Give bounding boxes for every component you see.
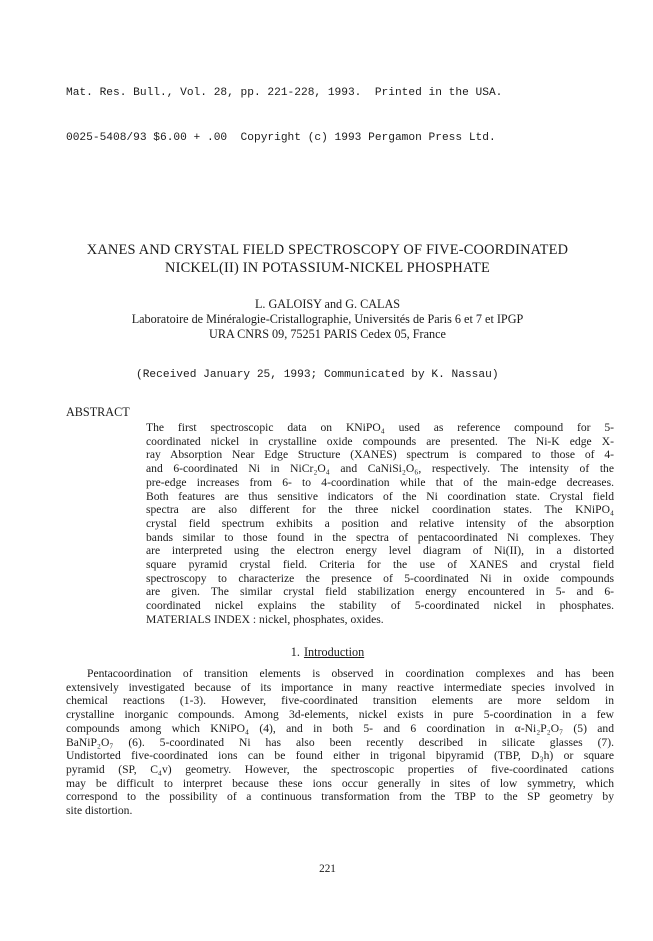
- materials-index: MATERIALS INDEX : nickel, phosphates, oxides.: [146, 612, 384, 626]
- abstract-line: The first spectroscopic data on KNiPO₄ used as reference compound for 5-: [146, 421, 614, 434]
- body-line: Pentacoordination of transition elements is observed in coordination complexes and has been: [87, 667, 614, 680]
- affiliation-line-2: URA CNRS 09, 75251 PARIS Cedex 05, France: [209, 327, 446, 341]
- section-number: 1.: [290, 645, 300, 659]
- body-line: crystalline inorganic compounds. Among 3d-elements, nickel exists in pure 5-coordination in a few: [66, 708, 614, 722]
- abstract-line: coordinated nickel explains the stability of 5-coordinated nickel in phosphates.: [146, 599, 614, 613]
- header-copyright-line: 0025-5408/93 $6.00 + .00 Copyright (c) 1993 Pergamon Press Ltd.: [66, 132, 496, 144]
- received-note: (Received January 25, 1993; Communicated by K. Nassau): [136, 369, 499, 381]
- abstract-line: square pyramid crystal field. Criteria for the use of XANES and crystal field: [146, 558, 614, 572]
- section-title: Introduction: [303, 645, 365, 659]
- body-line: correspond to the possibility of a continuous transformation from the TBP to the SP geometry by: [66, 790, 614, 804]
- abstract-line: crystal field spectrum exhibits a position and relative intensity of the absorption: [146, 516, 614, 530]
- abstract-line: and 6-coordinated Ni in NiCr₂O₄ and CaNiSi₂O₆, respectively. The intensity of the: [146, 462, 614, 476]
- author-names: L. GALOISY and G. CALAS: [254, 297, 401, 311]
- introduction-paragraph: [66, 667, 614, 818]
- abstract-line: bands similar to those found in the spectra of pentacoordinated Ni complexes. They: [146, 530, 614, 544]
- body-line: extensively investigated because of its importance in many reactive intermediate species involved in: [66, 680, 614, 694]
- abstract-line: are given. The similar crystal field stabilization energy encountered in 5- and 6-: [146, 585, 614, 599]
- body-line: pyramid (SP, C₄v) geometry. However, the spectroscopic properties of five-coordinated cations: [66, 762, 614, 776]
- title-line-2: NICKEL(II) IN POTASSIUM-NICKEL PHOSPHATE: [165, 260, 490, 276]
- author-block: [40, 297, 615, 342]
- paper-title: [40, 241, 615, 277]
- abstract-line: are interpreted using the electron energy level diagram of Ni(II), in a distorted: [146, 544, 614, 558]
- body-line: Undistorted five-coordinated ions can be found either in trigonal bipyramid (TBP, D₃h) or square: [66, 749, 614, 763]
- abstract-line: spectroscopy to characterize the presence of 5-coordinated Ni in oxide compounds: [146, 571, 614, 585]
- body-line: compounds among which KNiPO₄ (4), and in both 5- and 6 coordination in α-Ni₂P₂O₇ (5) and: [66, 721, 614, 735]
- abstract-heading: ABSTRACT: [66, 405, 130, 419]
- body-line: site distortion.: [66, 804, 133, 818]
- header-citation-line: Mat. Res. Bull., Vol. 28, pp. 221-228, 1993. Printed in the USA.: [66, 87, 503, 99]
- abstract-line: pre-edge increases from 6- to 4-coordination while that of the main-edge decreases.: [146, 475, 614, 489]
- abstract-line: coordinated nickel in crystalline oxide compounds are presented. The Ni-K edge X-: [146, 434, 614, 448]
- abstract-text: [146, 421, 614, 627]
- page-number: 221: [319, 863, 336, 875]
- abstract-line: spectra are also different for the three nickel coordination states. The KNiPO₄: [146, 503, 614, 517]
- journal-header: [66, 56, 626, 176]
- title-line-1: XANES AND CRYSTAL FIELD SPECTROSCOPY OF FIVE-COORDINATED: [86, 242, 569, 258]
- affiliation-line-1: Laboratoire de Minéralogie-Cristallographie, Universités de Paris 6 et 7 et IPGP: [131, 312, 524, 326]
- body-line: BaNiP₂O₇ (6). 5-coordinated Ni has also been recently described in silicate glasses (7).: [66, 735, 614, 749]
- abstract-line: Both features are thus sensitive indicators of the Ni coordination state. Crystal field: [146, 489, 614, 503]
- body-line: chemical reactions (1-3). However, five-coordinated transition elements are more seldom in: [66, 694, 614, 708]
- abstract-line: ray Absorption Near Edge Structure (XANES) spectrum is compared to those of 4-: [146, 448, 614, 462]
- body-line: may be difficult to interpret because these ions occur generally in sites of low symmetry, which: [66, 776, 614, 790]
- section-heading: [40, 645, 615, 660]
